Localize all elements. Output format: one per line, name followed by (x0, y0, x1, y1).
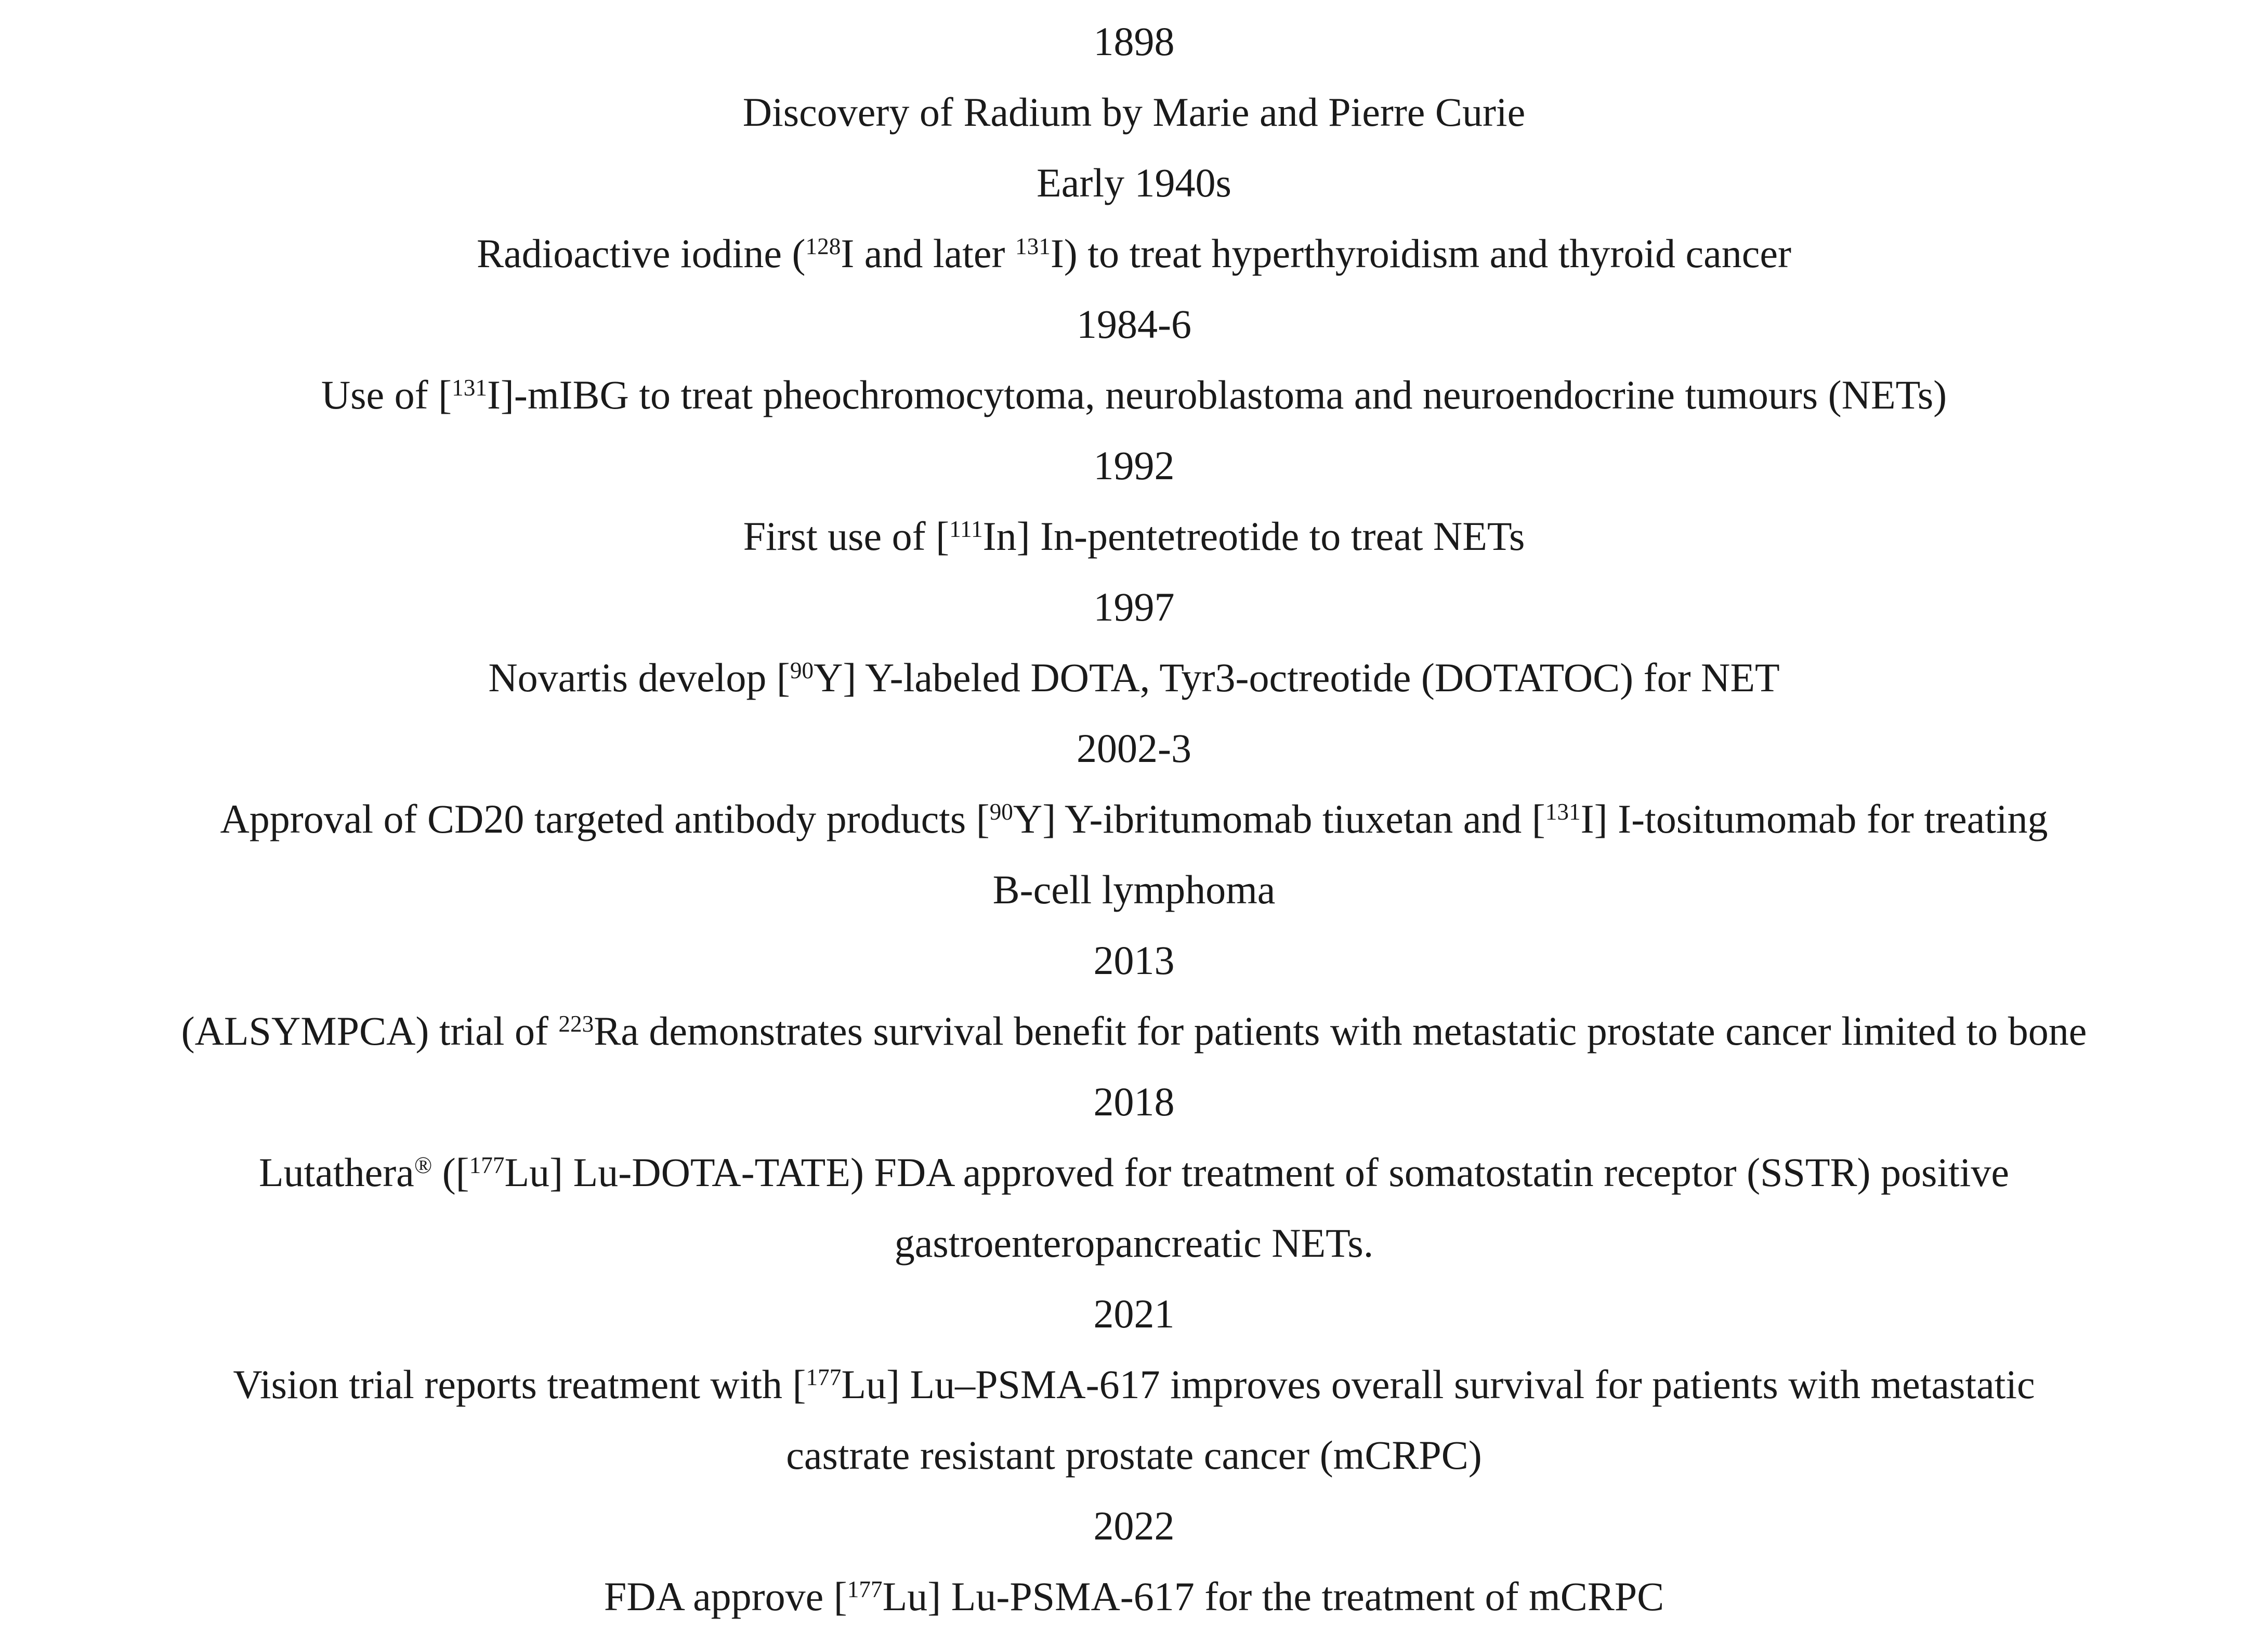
isotope-superscript: 131 (452, 375, 487, 401)
isotope-superscript: 131 (1015, 233, 1051, 260)
isotope-superscript: 131 (1545, 799, 1581, 825)
description-text: (ALSYMPCA) trial of (181, 1008, 559, 1054)
timeline-year: 1997 (1093, 584, 1175, 629)
description-text: Lu] Lu–PSMA-617 improves overall survival for patients with metastatic (841, 1362, 2035, 1407)
timeline-entry (0, 6, 2268, 148)
description-text: ([ (432, 1150, 469, 1195)
timeline-year: 1984-6 (1077, 301, 1191, 347)
description-text: Ra demonstrates survival benefit for patients with metastatic prostate cancer limited to bone (594, 1008, 2087, 1054)
description-text: castrate resistant prostate cancer (mCRPC) (786, 1432, 1482, 1478)
timeline-description (0, 218, 2268, 289)
radiopharmaceutical-timeline (0, 6, 2268, 1632)
timeline-description-line (220, 784, 2048, 854)
timeline-description (0, 501, 2268, 572)
timeline-description-line (321, 360, 1947, 430)
timeline-description (0, 1137, 2268, 1279)
timeline-year: 2013 (1093, 938, 1175, 983)
timeline-description (0, 784, 2268, 925)
isotope-superscript: 177 (847, 1576, 883, 1603)
isotope-superscript: 90 (790, 657, 814, 684)
timeline-description-line (743, 77, 1525, 148)
timeline-entry (0, 713, 2268, 925)
timeline-year: 1898 (1093, 19, 1175, 64)
isotope-superscript: 177 (469, 1152, 505, 1179)
description-text: Use of [ (321, 372, 452, 417)
isotope-superscript: 111 (949, 516, 983, 543)
description-text: Lutathera (258, 1150, 414, 1195)
timeline-description-line (786, 1420, 1482, 1491)
timeline-entry (0, 1279, 2268, 1491)
isotope-superscript: 223 (558, 1011, 594, 1037)
timeline-description-line (895, 1208, 1373, 1279)
timeline-description (0, 642, 2268, 713)
timeline-entry (0, 1067, 2268, 1279)
description-text: I] I-tositumomab for treating (1580, 796, 2048, 841)
isotope-superscript: 177 (806, 1364, 842, 1391)
description-text: Novartis develop [ (488, 655, 790, 700)
description-text: I) to treat hyperthyroidism and thyroid cancer (1050, 231, 1792, 276)
timeline-year: 2021 (1093, 1291, 1175, 1336)
timeline-description-line (181, 996, 2087, 1067)
timeline-description (0, 77, 2268, 148)
timeline-description-line (993, 854, 1276, 925)
timeline-description-line (604, 1561, 1664, 1632)
isotope-superscript: 90 (989, 799, 1013, 825)
timeline-year: 2002-3 (1077, 726, 1191, 771)
timeline-description-line (743, 501, 1525, 572)
timeline-year: 2018 (1093, 1079, 1175, 1124)
isotope-superscript: ® (414, 1152, 432, 1179)
description-text: I]-mIBG to treat pheochromocytoma, neuroblastoma and neuroendocrine tumours (NETs) (487, 372, 1947, 417)
timeline-description (0, 1561, 2268, 1632)
timeline-entry (0, 148, 2268, 289)
timeline-description-line (259, 1137, 2009, 1208)
description-text: Radioactive iodine ( (476, 231, 806, 276)
description-text: Y] Y-labeled DOTA, Tyr3-octreotide (DOTATOC) for NET (814, 655, 1780, 700)
timeline-entry (0, 430, 2268, 572)
timeline-year: 1992 (1093, 443, 1175, 488)
timeline-description (0, 996, 2268, 1067)
timeline-description (0, 360, 2268, 430)
description-text: Discovery of Radium by Marie and Pierre Curie (742, 89, 1526, 135)
timeline-description (0, 1349, 2268, 1491)
timeline-entry (0, 925, 2268, 1067)
description-text: I and later (841, 231, 1015, 276)
isotope-superscript: 128 (805, 233, 841, 260)
timeline-description-line (233, 1349, 2035, 1420)
timeline-entry (0, 1491, 2268, 1632)
timeline-year: Early 1940s (1037, 160, 1231, 205)
description-text: gastroenteropancreatic NETs. (894, 1220, 1374, 1266)
description-text: Vision trial reports treatment with [ (233, 1362, 806, 1407)
timeline-description-line (477, 218, 1791, 289)
description-text: Approval of CD20 targeted antibody products [ (220, 796, 990, 841)
timeline-entry (0, 572, 2268, 713)
description-text: FDA approve [ (604, 1574, 847, 1619)
description-text: In] In-pentetreotide to treat NETs (982, 514, 1525, 559)
description-text: Y] Y-ibritumomab tiuxetan and [ (1013, 796, 1545, 841)
description-text: Lu] Lu-PSMA-617 for the treatment of mCRPC (882, 1574, 1664, 1619)
timeline-entry (0, 289, 2268, 430)
description-text: First use of [ (743, 514, 950, 559)
timeline-year: 2022 (1093, 1503, 1175, 1548)
description-text: B-cell lymphoma (992, 867, 1276, 912)
description-text: Lu] Lu-DOTA-TATE) FDA approved for treatment of somatostatin receptor (SSTR) positive (504, 1150, 2009, 1195)
timeline-description-line (488, 642, 1779, 713)
